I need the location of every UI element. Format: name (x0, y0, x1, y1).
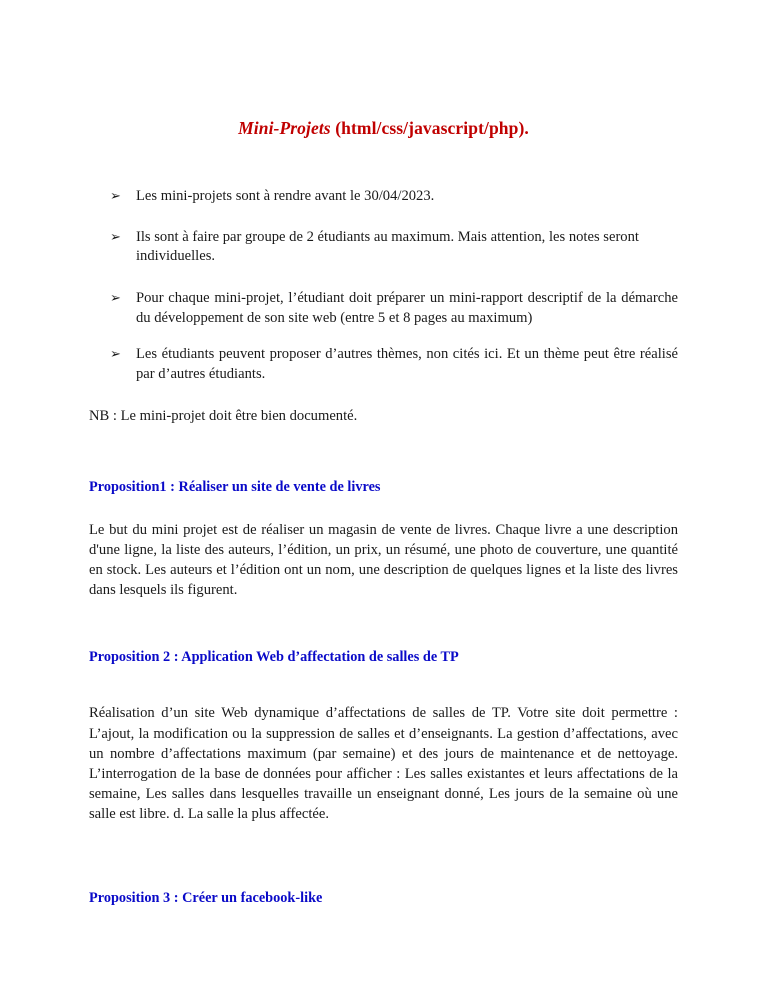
list-item-label: Ils sont à faire par groupe de 2 étudiants au maximum. Mais attention, les notes seront individuelles. (136, 228, 639, 265)
page-title-emphasis: Mini-Projets (238, 118, 331, 138)
page-title (89, 0, 678, 140)
list-item-label: Pour chaque mini-projet, l’étudiant doit préparer un mini-rapport descriptif de la démarche du développement de son site web (entre 5 et 8 pages au maximum) (136, 289, 678, 326)
instructions-list (89, 187, 678, 385)
list-item (89, 228, 678, 267)
arrow-bullet-icon: ➢ (110, 346, 121, 362)
page-title-rest: (html/css/javascript/php). (330, 118, 529, 138)
arrow-bullet-icon: ➢ (110, 187, 121, 203)
list-item (89, 187, 678, 207)
list-item (89, 345, 678, 384)
proposition-1-heading: Proposition1 : Réaliser un site de vente de livres (89, 479, 381, 496)
list-item-label: Les étudiants peuvent proposer d’autres thèmes, non cités ici. Et un thème peut être réalisé par d’autres étudiants. (136, 346, 678, 382)
proposition-3-heading: Proposition 3 : Créer un facebook-like (89, 890, 323, 907)
proposition-2-body: Réalisation d’un site Web dynamique d’affectations de salles de TP. Votre site doit permettre : L’ajout, la modification ou la suppression de salles et d’enseignants. La gestion d’affectations, avec un nombre d’affectations maximum (par semaine) et des jours de maintenance et de nettoyage. L’interrogation de la base de données pour afficher : Les salles existantes et leurs affectations de la semaine, Les salles dans lesquelles travaille un enseignant donné, Les jours de la semaine où une salle est libre. d. La salle la plus affectée. (89, 705, 678, 823)
note-line: NB : Le mini-projet doit être bien documenté. (89, 407, 358, 424)
arrow-bullet-icon: ➢ (110, 289, 121, 305)
proposition-2-heading: Proposition 2 : Application Web d’affectation de salles de TP (89, 649, 459, 666)
arrow-bullet-icon: ➢ (110, 228, 121, 244)
proposition-1-body: Le but du mini projet est de réaliser un magasin de vente de livres. Chaque livre a une description d'une ligne, la liste des auteurs, l’édition, un prix, un résumé, une photo de couverture, une quantité en stock. Les auteurs et l’édition ont un nom, une description de quelques lignes et la liste des livres dans lesquels ils figurent. (89, 521, 678, 599)
list-item-label: Les mini-projets sont à rendre avant le 30/04/2023. (136, 187, 435, 204)
list-item (89, 289, 678, 328)
document-content (89, 0, 678, 909)
